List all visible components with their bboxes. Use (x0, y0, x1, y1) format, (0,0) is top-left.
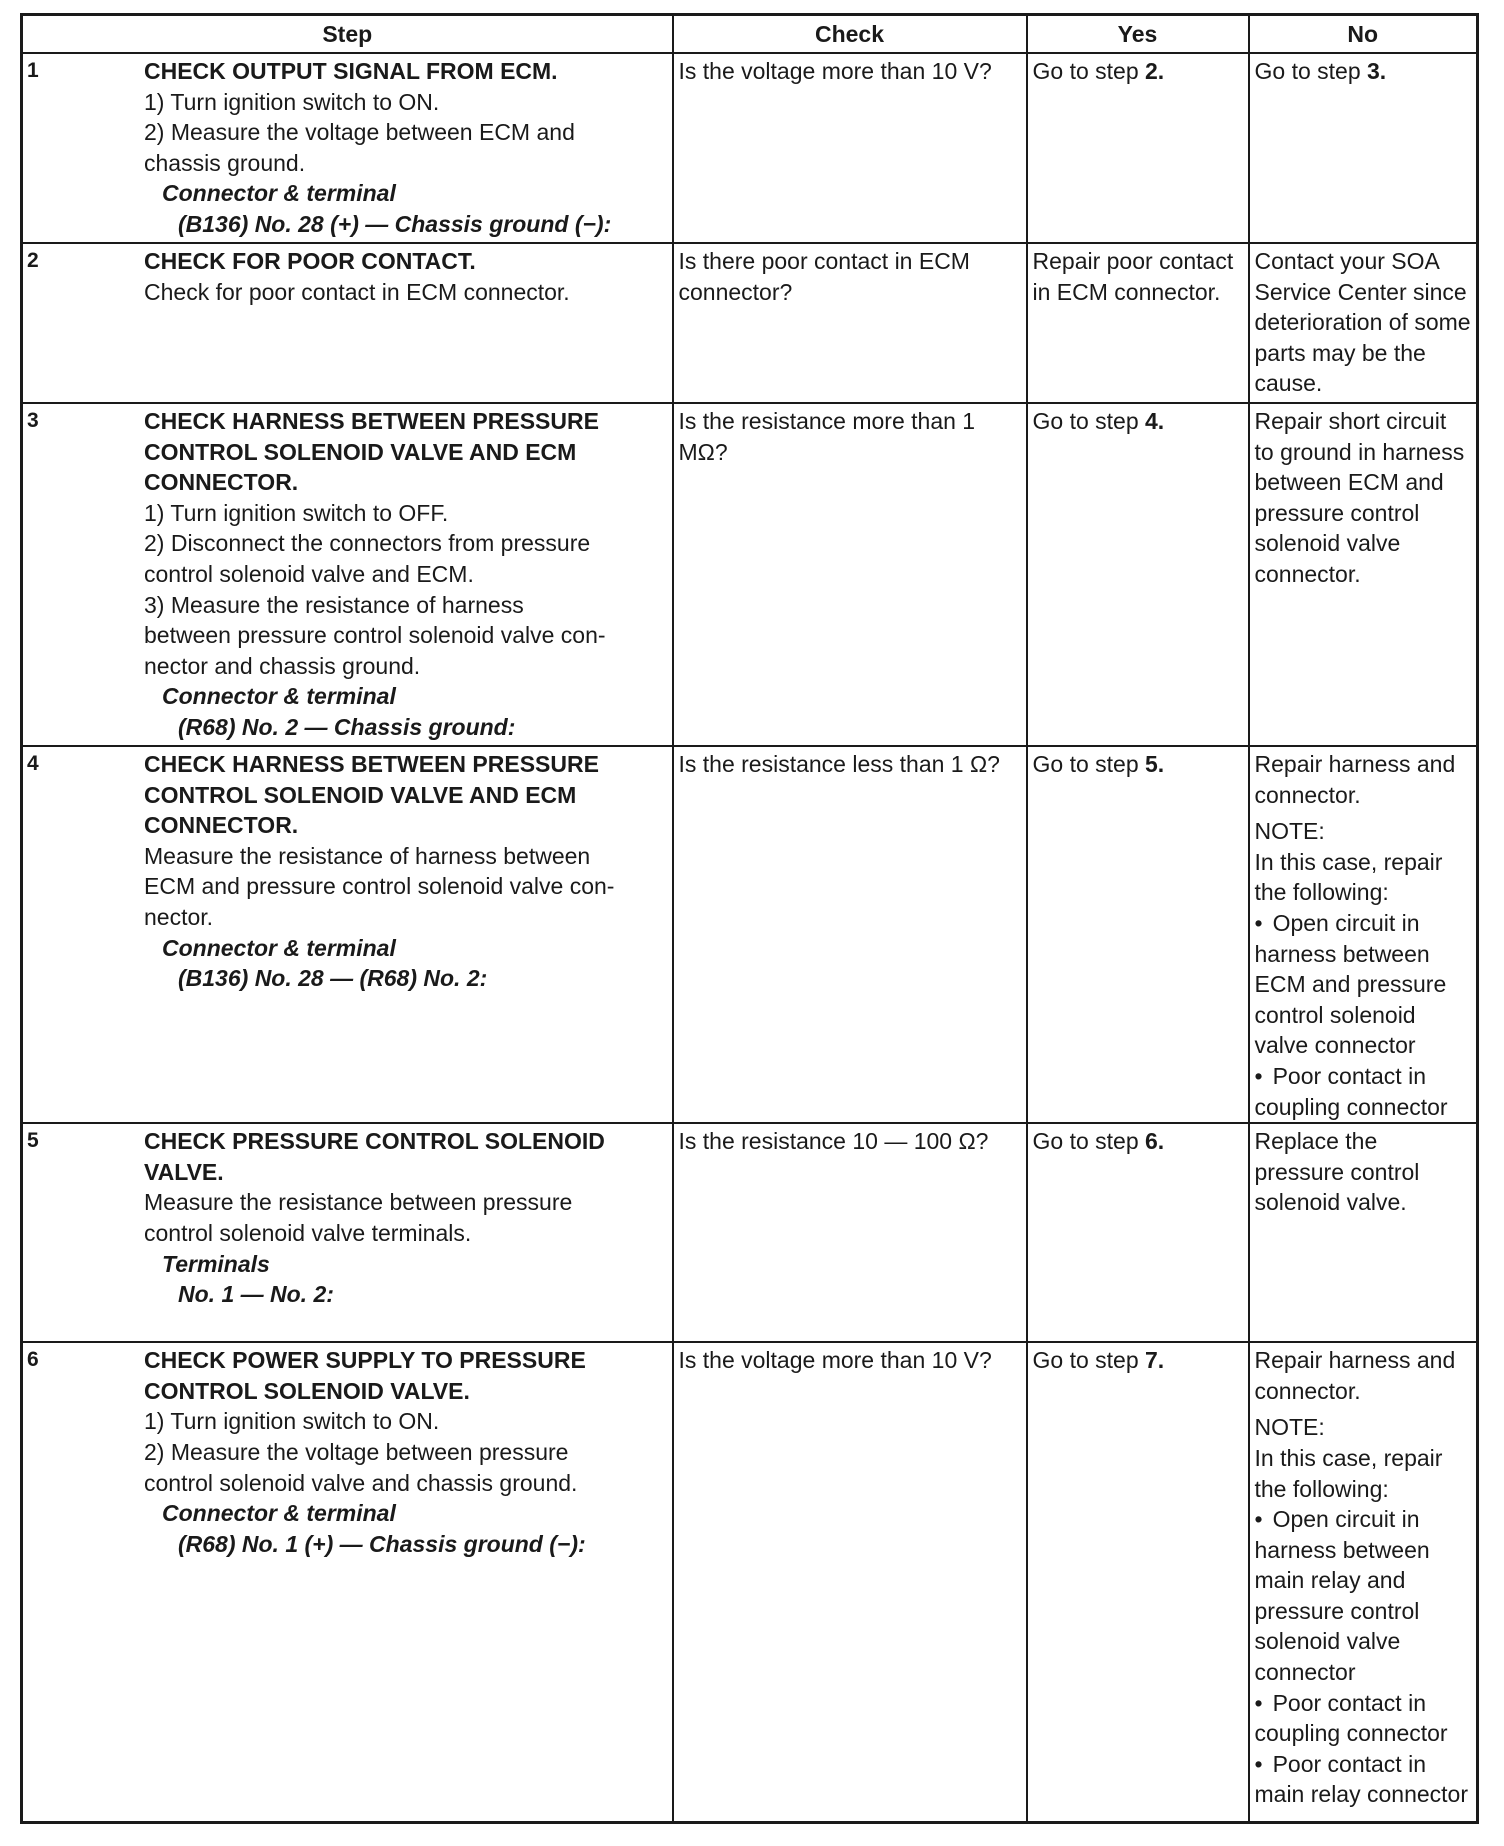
header-yes: Yes (1027, 15, 1249, 54)
yes-action (1033, 244, 1243, 307)
no-text: Replace the pressure control solenoid valve. (1254, 1128, 1420, 1216)
step-instruction: Check for poor contact in ECM connector. (144, 278, 570, 305)
step-instruction: chassis ground. (144, 149, 306, 176)
yes-cell (1027, 403, 1249, 746)
yes-text: Go to step (1032, 1347, 1146, 1374)
yes-text: Go to step (1032, 751, 1146, 777)
check-question: Is the voltage more than 10 V? (678, 58, 992, 84)
yes-text: Go to step (1032, 1128, 1146, 1155)
no-text: Repair harness and connector. (1254, 751, 1456, 808)
step-instruction: control solenoid valve terminals. (144, 1219, 472, 1246)
note-label: NOTE: (1254, 1414, 1325, 1441)
note-bullet (1255, 908, 1472, 1061)
connector-terminal: (B136) No. 28 (+) — Chassis ground (−): (178, 210, 612, 237)
check-cell (673, 1123, 1027, 1342)
connector-label: Connector & terminal (162, 180, 396, 207)
note-bullet (1255, 1061, 1472, 1122)
bullet-icon: • (1254, 1506, 1263, 1533)
header-step: Step (22, 15, 673, 54)
connector-label: Connector & terminal (162, 683, 396, 710)
note-bullet (1255, 1688, 1472, 1749)
no-cell (1249, 243, 1478, 403)
table-row (22, 53, 1478, 243)
yes-action (1033, 1343, 1243, 1376)
bullet-text: Poor contact in coupling connector (1254, 1689, 1448, 1747)
no-cell (1249, 403, 1478, 746)
step-instruction: control solenoid valve and chassis ground. (144, 1469, 578, 1496)
no-cell (1249, 746, 1478, 1123)
step-title: CHECK POWER SUPPLY TO PRESSURE CONTROL SOLENOID VALVE. (144, 1347, 586, 1404)
connector-terminal: (R68) No. 1 (+) — Chassis ground (−): (178, 1530, 586, 1557)
step-instruction: Measure the resistance between pressure (144, 1189, 573, 1216)
bullet-text: Open circuit in harness between ECM and pressure control solenoid valve connector (1254, 909, 1447, 1059)
step-cell (22, 1123, 673, 1342)
no-text: Contact your SOA Service Center since deterioration of some parts may be the cause. (1254, 248, 1471, 397)
step-number: 2 (27, 249, 39, 272)
yes-text: Go to step (1032, 408, 1146, 434)
step-instruction: 1) Turn ignition switch to ON. (144, 1408, 440, 1435)
yes-text: Repair poor contact in ECM connector. (1032, 248, 1234, 305)
no-cell (1249, 53, 1478, 243)
note-text: In this case, repair the following: (1254, 848, 1443, 906)
header-row (22, 15, 1478, 54)
step-instruction: 2) Measure the voltage between ECM and (144, 119, 575, 146)
step-number: 6 (27, 1348, 39, 1372)
step-body (23, 1343, 672, 1559)
check-question: Is the resistance more than 1 MΩ? (678, 408, 976, 465)
step-number: 5 (27, 1129, 39, 1153)
step-body (23, 244, 672, 307)
bullet-text: Poor contact in coupling connector (1254, 1062, 1448, 1120)
yes-cell (1027, 746, 1249, 1123)
step-instruction: Measure the resistance of harness between (144, 842, 591, 869)
bullet-icon: • (1254, 1750, 1263, 1777)
check-cell (673, 243, 1027, 403)
yes-cell (1027, 1342, 1249, 1822)
step-title: CHECK HARNESS BETWEEN PRESSURE CONTROL SOLENOID VALVE AND ECM CONNECTOR. (144, 408, 599, 496)
table-row (22, 403, 1478, 746)
no-step-ref: 3. (1367, 58, 1387, 84)
table-row (22, 746, 1478, 1123)
check-cell (673, 1342, 1027, 1822)
no-action (1255, 747, 1472, 810)
check-cell (673, 403, 1027, 746)
step-instruction: 2) Measure the voltage between pressure (144, 1438, 569, 1465)
yes-action (1033, 1124, 1243, 1157)
step-instruction: 2) Disconnect the connectors from pressure (144, 530, 591, 557)
header-no: No (1249, 15, 1478, 54)
step-number: 3 (27, 409, 39, 432)
table-row (22, 1123, 1478, 1342)
step-body (23, 404, 672, 743)
no-text: Repair harness and connector. (1254, 1347, 1456, 1404)
connector-label: Connector & terminal (162, 934, 396, 961)
step-number: 1 (27, 59, 39, 82)
step-title: CHECK HARNESS BETWEEN PRESSURE CONTROL SOLENOID VALVE AND ECM CONNECTOR. (144, 751, 599, 839)
table-row (22, 1342, 1478, 1822)
step-body (23, 1124, 672, 1310)
no-action (1255, 54, 1472, 87)
step-instruction: ECM and pressure control solenoid valve con- (144, 873, 615, 900)
no-action (1255, 1343, 1472, 1406)
yes-step-ref: 7. (1145, 1347, 1165, 1374)
step-instruction: between pressure control solenoid valve con- (144, 622, 606, 649)
step-instruction: control solenoid valve and ECM. (144, 560, 474, 587)
table-row (22, 243, 1478, 403)
step-number: 4 (27, 752, 39, 775)
yes-step-ref: 5. (1145, 751, 1165, 777)
step-title: CHECK PRESSURE CONTROL SOLENOID VALVE. (144, 1128, 605, 1185)
check-question: Is the voltage more than 10 V? (678, 1347, 992, 1374)
note-bullet (1255, 1504, 1472, 1688)
bullet-text: Poor contact in main relay connector (1254, 1750, 1468, 1808)
check-question: Is the resistance 10 — 100 Ω? (678, 1128, 989, 1155)
yes-text: Go to step (1032, 58, 1146, 84)
connector-terminal: No. 1 — No. 2: (178, 1281, 334, 1308)
yes-action (1033, 747, 1243, 780)
no-action (1255, 244, 1472, 399)
step-instruction: nector. (144, 903, 214, 930)
bullet-text: Open circuit in harness between main relay and pressure control solenoid valve connector (1254, 1506, 1430, 1686)
yes-action (1033, 404, 1243, 437)
check-question: Is there poor contact in ECM connector? (678, 248, 970, 305)
check-question: Is the resistance less than 1 Ω? (678, 751, 1000, 777)
step-body (23, 747, 672, 994)
note-text: In this case, repair the following: (1254, 1444, 1443, 1502)
connector-label: Connector & terminal (162, 1500, 396, 1527)
yes-action (1033, 54, 1243, 87)
check-cell (673, 53, 1027, 243)
yes-cell (1027, 243, 1249, 403)
note-bullet (1255, 1749, 1472, 1810)
step-cell (22, 243, 673, 403)
step-cell (22, 53, 673, 243)
step-instruction: 1) Turn ignition switch to ON. (144, 88, 440, 115)
step-instruction: 1) Turn ignition switch to OFF. (144, 499, 449, 526)
yes-step-ref: 2. (1145, 58, 1165, 84)
header-check: Check (673, 15, 1027, 54)
diagnostic-table (20, 13, 1479, 1824)
check-cell (673, 746, 1027, 1123)
yes-step-ref: 4. (1145, 408, 1165, 434)
step-cell (22, 746, 673, 1123)
no-action (1255, 404, 1472, 590)
yes-cell (1027, 53, 1249, 243)
no-text: Go to step (1254, 58, 1368, 84)
step-cell (22, 1342, 673, 1822)
step-title: CHECK OUTPUT SIGNAL FROM ECM. (144, 58, 558, 84)
yes-step-ref: 6. (1145, 1128, 1165, 1155)
no-cell (1249, 1123, 1478, 1342)
yes-cell (1027, 1123, 1249, 1342)
no-cell (1249, 1342, 1478, 1822)
step-title: CHECK FOR POOR CONTACT. (144, 248, 476, 274)
connector-label: Terminals (162, 1250, 270, 1277)
connector-terminal: (B136) No. 28 — (R68) No. 2: (178, 965, 488, 992)
connector-terminal: (R68) No. 2 — Chassis ground: (178, 713, 516, 740)
bullet-icon: • (1254, 1689, 1263, 1716)
bullet-icon: • (1254, 1062, 1263, 1089)
step-instruction: 3) Measure the resistance of harness (144, 591, 524, 618)
step-cell (22, 403, 673, 746)
step-instruction: nector and chassis ground. (144, 652, 421, 679)
no-text: Repair short circuit to ground in harness between ECM and pressure control solenoid valve connector. (1254, 408, 1465, 587)
no-action (1255, 1124, 1472, 1218)
note-label: NOTE: (1254, 818, 1325, 845)
step-body (23, 54, 672, 240)
bullet-icon: • (1254, 909, 1263, 936)
